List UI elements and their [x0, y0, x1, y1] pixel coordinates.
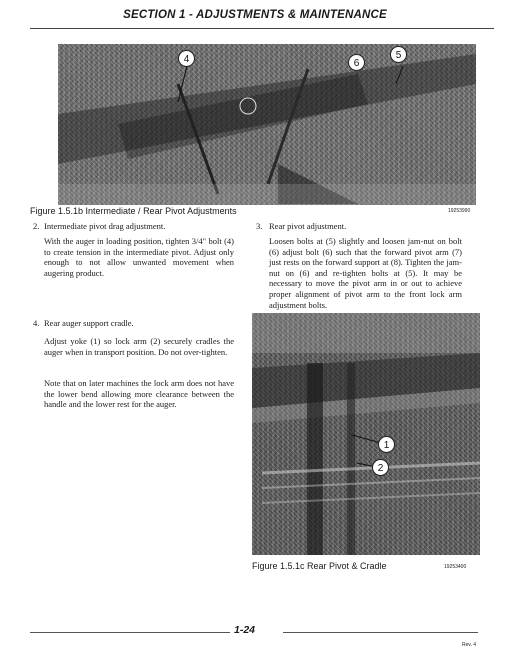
item-2-number: 2.	[33, 221, 40, 231]
figure-1-caption: Figure 1.5.1b Intermediate / Rear Pivot Adjustments	[30, 206, 237, 216]
figure-2-structure	[252, 313, 480, 555]
figure-2-callout-1: 1	[378, 436, 395, 453]
section-title: SECTION 1 - ADJUSTMENTS & MAINTENANCE	[123, 9, 387, 21]
figure-1-photo	[58, 44, 476, 205]
revision-label: Rev. 4	[462, 642, 477, 648]
figure-1-callout-4: 4	[178, 50, 195, 67]
item-4-note: Note that on later machines the lock arm does not have the lower bend allowing more clearance between the handle and the lower rest for the auger.	[44, 378, 234, 410]
item-2-title: Intermediate pivot drag adjustment.	[44, 221, 166, 231]
figure-2-callout-2: 2	[372, 459, 389, 476]
item-2-body: With the auger in loading position, tighten 3/4" bolt (4) to create tension in the intermediate pivot. Adjust only enough to not allow unwanted movement when augering product.	[44, 236, 234, 278]
item-4-number: 4.	[33, 318, 40, 328]
header-rule	[30, 28, 494, 29]
footer-rule-right	[283, 632, 478, 633]
figure-1-structure	[58, 44, 476, 205]
item-3-number: 3.	[256, 221, 263, 231]
item-3-title: Rear pivot adjustment.	[269, 221, 347, 231]
figure-2-photo	[252, 313, 480, 555]
page-number: 1-24	[234, 624, 256, 636]
item-3-body: Loosen bolts at (5) slightly and loosen jam-nut on bolt (6) adjust bolt (6) such that the forward pivot arm (7) just rests on the forward support at (8). Tighten the jam-nut on (6) and re-tighten bolts at (5). It may be necessary to move the pivot arm in or out to achieve proper alignment of pivot arm to the front lock arm adjustment bolts.	[269, 236, 462, 310]
item-4-title: Rear auger support cradle.	[44, 318, 134, 328]
figure-1-callout-5: 5	[390, 46, 407, 63]
item-4-body: Adjust yoke (1) so lock arm (2) securely cradles the auger when in transport position. Do not over-tighten.	[44, 336, 234, 357]
figure-1-id: 19253990	[448, 208, 471, 214]
figure-2-caption: Figure 1.5.1c Rear Pivot & Cradle	[252, 561, 387, 571]
figure-1-callout-6: 6	[348, 54, 365, 71]
figure-2-id: 19253400	[444, 564, 467, 570]
footer-rule-left	[30, 632, 230, 633]
